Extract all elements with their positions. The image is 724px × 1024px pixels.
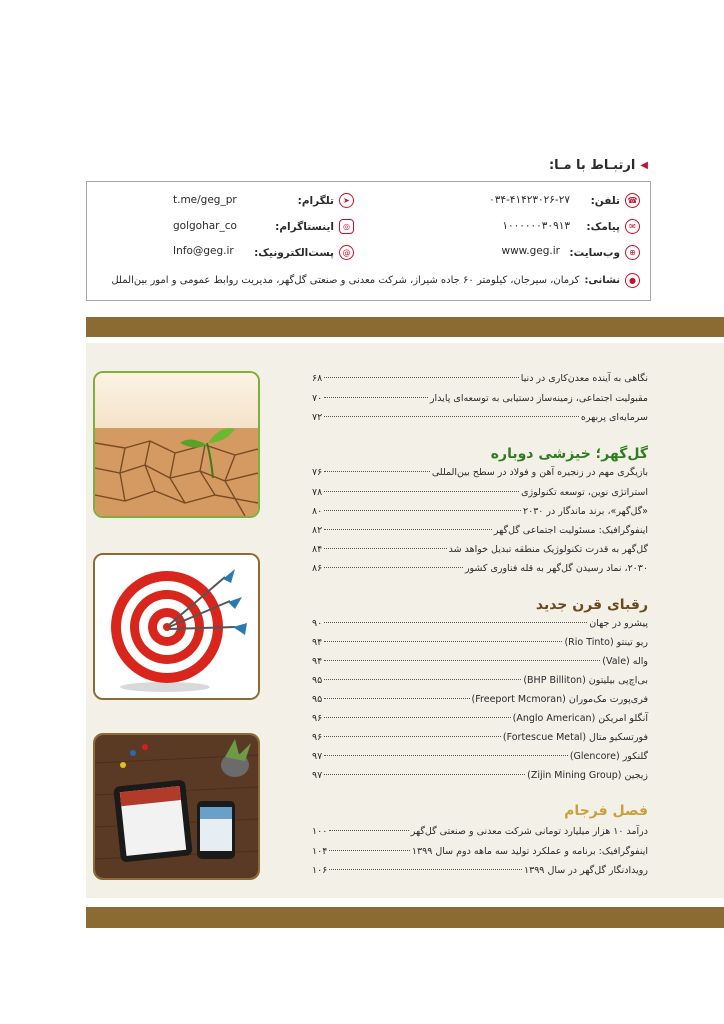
toc-item[interactable]: اینفوگرافیک: مسئولیت اجتماعی گل‌گهر ۸۲ <box>312 525 648 536</box>
toc-item[interactable]: گل‌گهر به قدرت تکنولوژیک منطقه تبدیل خواهد شد ۸۴ <box>312 544 648 555</box>
section-title: رقبای قرن جدید <box>535 597 648 613</box>
contact-heading <box>549 158 648 173</box>
telegram-icon: ➤ <box>339 193 354 208</box>
address-item <box>111 273 640 288</box>
email-item <box>254 245 354 260</box>
phone-label: تلفن: <box>590 194 620 207</box>
toc-item[interactable]: درآمد ۱۰ هزار میلیارد تومانی شرکت معدنی و صنعتی گل‌گهر ۱۰۰ <box>312 826 648 837</box>
phone-item <box>591 193 640 208</box>
toc-item[interactable]: آنگلو امریکن (Anglo American) ۹۶ <box>312 713 648 724</box>
contact-heading-text: ارتبـاط با مـا: <box>548 158 636 173</box>
globe-icon: ⊕ <box>625 245 640 260</box>
sms-item <box>586 219 640 234</box>
toc-item[interactable]: اینفوگرافیک: برنامه و عملکرد تولید سه ماهه دوم سال ۱۳۹۹ ۱۰۴ <box>312 846 648 857</box>
toc-item[interactable]: استراتژی نوین، توسعه تکنولوژی ۷۸ <box>312 487 648 498</box>
email-value[interactable]: Info@geg.ir <box>173 245 234 257</box>
instagram-icon: ◎ <box>339 219 354 234</box>
toc-item[interactable]: مقبولیت اجتماعی، زمینه‌ساز دستیابی به توسعه‌ای پایدار ۷۰ <box>312 393 648 404</box>
telegram-item <box>298 193 354 208</box>
email-label: پست‌الکترونیک: <box>254 246 334 259</box>
sprout-image <box>93 371 260 518</box>
telegram-value[interactable]: t.me/geg_pr <box>173 194 237 206</box>
toc-item[interactable]: بی‌اچ‌پی بیلیتون (BHP Billiton) ۹۵ <box>312 675 648 686</box>
website-label: وب‌سایت: <box>569 246 620 259</box>
sms-value: ۱۰۰۰۰۰۰۳۰۹۱۳ <box>502 220 570 232</box>
bottom-band <box>86 907 724 928</box>
instagram-value[interactable]: golgohar_co <box>173 220 237 232</box>
at-icon: @ <box>339 245 354 260</box>
phone-value: ۰۳۴-۴۱۴۲۳۰۲۶-۲۷ <box>489 194 570 206</box>
section-title: فصل فرجام <box>564 803 648 819</box>
address-value: کرمان، سیرجان، کیلومتر ۶۰ جاده شیراز، شرکت معدنی و صنعتی گل‌گهر، مدیریت روابط عمومی و امور بین‌الملل <box>111 275 580 286</box>
toc-item[interactable]: ریو تینتو (Rio Tinto) ۹۴ <box>312 637 648 648</box>
toc-item[interactable]: واله (Vale) ۹۴ <box>312 656 648 667</box>
toc-item[interactable]: پیشرو در جهان ۹۰ <box>312 618 648 629</box>
instagram-label: اینستاگرام: <box>275 220 334 233</box>
target-image <box>93 553 260 700</box>
toc-item[interactable]: بازیگری مهم در زنجیره آهن و فولاد در سطح بین‌المللی ۷۶ <box>312 467 648 478</box>
website-value[interactable]: www.geg.ir <box>501 245 560 257</box>
instagram-item <box>275 219 354 234</box>
toc-item[interactable]: فورتسکیو متال (Fortescue Metal) ۹۶ <box>312 732 648 743</box>
contact-box <box>86 181 651 301</box>
envelope-icon: ✉ <box>625 219 640 234</box>
toc-item[interactable]: زیجین (Zijin Mining Group) ۹۷ <box>312 770 648 781</box>
devices-image <box>93 733 260 880</box>
toc-item[interactable]: «گل‌گهر»، برند ماندگار در ۲۰۳۰ ۸۰ <box>312 506 648 517</box>
section-title: گل‌گهر؛ خیزشی دوباره <box>490 446 648 462</box>
address-label: نشانی: <box>584 275 620 286</box>
top-band <box>86 317 724 337</box>
toc-item[interactable]: سرمایه‌ای پربهره ۷۲ <box>312 412 648 423</box>
telegram-label: تلگرام: <box>297 194 334 207</box>
sms-label: پیامک: <box>586 220 620 233</box>
toc-item[interactable]: ۲۰۳۰، نماد رسیدن گل‌گهر به قله فناوری کشور ۸۶ <box>312 563 648 574</box>
website-item <box>569 245 640 260</box>
toc-item[interactable]: گلنکور (Glencore) ۹۷ <box>312 751 648 762</box>
toc-item[interactable]: فری‌پورت مک‌موران (Freeport Mcmoran) ۹۵ <box>312 694 648 705</box>
toc-item[interactable]: نگاهی به آینده معدن‌کاری در دنیا ۶۸ <box>312 373 648 384</box>
phone-icon: ☎ <box>625 193 640 208</box>
toc-item[interactable]: رویدادنگار گل‌گهر در سال ۱۳۹۹ ۱۰۶ <box>312 865 648 876</box>
location-pin-icon: ● <box>625 273 640 288</box>
triangle-arrow-icon: ◀ <box>640 160 648 171</box>
